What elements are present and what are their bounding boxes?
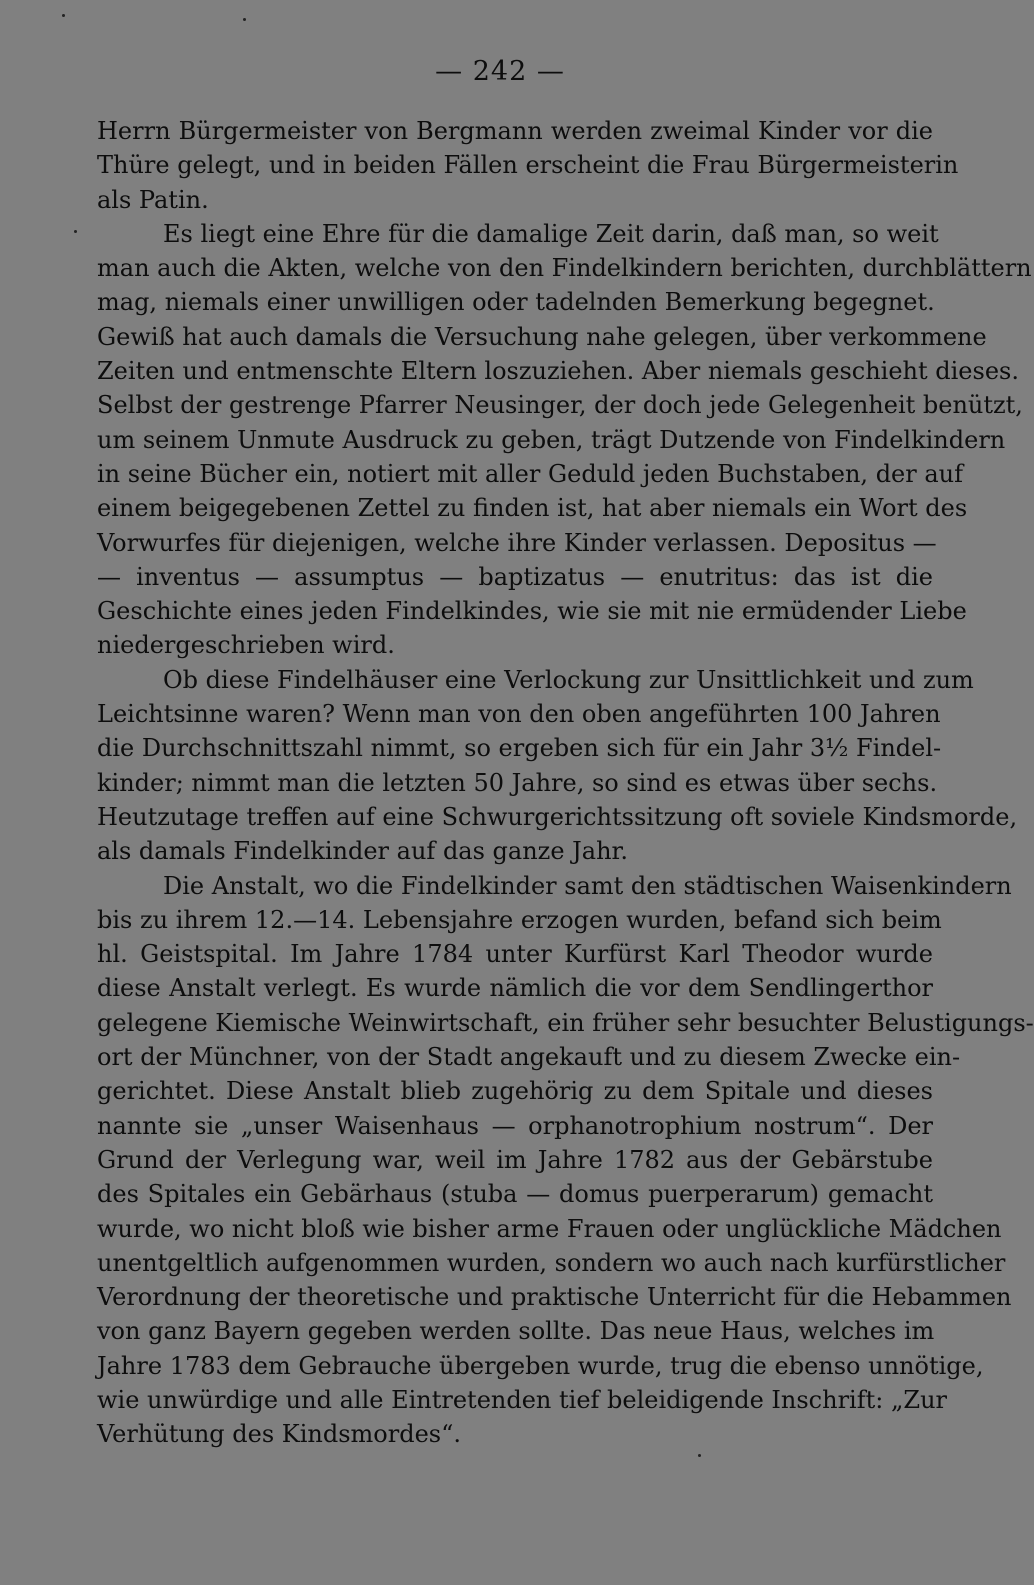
text-line: Die Anstalt, wo die Findelkinder samt den städtischen Waisenkindern bbox=[163, 871, 1012, 900]
text-line: gelegene Kiemische Weinwirtschaft, ein früher sehr besuchter Belustigungs- bbox=[97, 1008, 1034, 1037]
text-line: diese Anstalt verlegt. Es wurde nämlich die vor dem Sendlingerthor bbox=[97, 974, 933, 1003]
text-line: niedergeschrieben wird. bbox=[97, 631, 395, 660]
text-line: Gewiß hat auch damals die Versuchung nahe gelegen, über verkommene bbox=[97, 322, 987, 351]
text-line: bis zu ihrem 12.—14. Lebensjahre erzogen wurden, befand sich beim bbox=[97, 905, 942, 934]
text-line: Thüre gelegt, und in beiden Fällen erscheint die Frau Bürgermeisterin bbox=[97, 151, 959, 180]
text-line: wie unwürdige und alle Eintretenden tief beleidigende Inschrift: „Zur bbox=[97, 1385, 947, 1414]
text-line: des Spitales ein Gebärhaus (stuba — domus puerperarum) gemacht bbox=[97, 1180, 933, 1209]
text-line: Verordnung der theoretische und praktische Unterricht für die Hebammen bbox=[97, 1283, 1012, 1312]
ink-speck bbox=[74, 230, 77, 233]
text-line: hl. Geistspital. Im Jahre 1784 unter Kurfürst Karl Theodor wurde bbox=[97, 940, 933, 969]
text-line: Ob diese Findelhäuser eine Verlockung zur Unsittlichkeit und zum bbox=[163, 665, 974, 694]
text-line: Heutzutage treffen auf eine Schwurgerichtssitzung oft soviele Kindsmorde, bbox=[97, 802, 1018, 831]
text-line: Vorwurfes für diejenigen, welche ihre Kinder verlassen. Depositus — bbox=[97, 528, 937, 557]
text-line: kinder; nimmt man die letzten 50 Jahre, so sind es etwas über sechs. bbox=[97, 768, 938, 797]
text-line: von ganz Bayern gegeben werden sollte. Das neue Haus, welches im bbox=[97, 1317, 935, 1346]
body-text bbox=[97, 114, 1034, 1452]
text-line: Verhütung des Kindsmordes“. bbox=[97, 1420, 461, 1449]
text-line: Es liegt eine Ehre für die damalige Zeit darin, daß man, so weit bbox=[163, 219, 939, 248]
text-line: als Patin. bbox=[97, 185, 209, 214]
ink-speck bbox=[698, 1454, 701, 1457]
text-line: einem beigegebenen Zettel zu finden ist, hat aber niemals ein Wort des bbox=[97, 494, 968, 523]
text-line: um seinem Unmute Ausdruck zu geben, trägt Dutzende von Findelkindern bbox=[97, 425, 1006, 454]
text-line: man auch die Akten, welche von den Findelkindern berichten, durchblättern bbox=[97, 254, 1032, 283]
text-line: in seine Bücher ein, notiert mit aller Geduld jeden Buchstaben, der auf bbox=[97, 459, 964, 488]
text-line: gerichtet. Diese Anstalt blieb zugehörig zu dem Spitale und dieses bbox=[97, 1077, 933, 1106]
text-line: Zeiten und entmenschte Eltern loszuziehen. Aber niemals geschieht dieses. bbox=[97, 357, 1019, 386]
text-line: ort der Münchner, von der Stadt angekauft und zu diesem Zwecke ein- bbox=[97, 1043, 961, 1072]
text-line: mag, niemals einer unwilligen oder tadelnden Bemerkung begegnet. bbox=[97, 288, 935, 317]
text-line: unentgeltlich aufgenommen wurden, sondern wo auch nach kurfürstlicher bbox=[97, 1248, 1006, 1277]
text-line: Jahre 1783 dem Gebrauche übergeben wurde, trug die ebenso unnötige, bbox=[97, 1351, 984, 1380]
text-line: Herrn Bürgermeister von Bergmann werden zweimal Kinder vor die bbox=[97, 117, 933, 145]
text-line: — inventus — assumptus — baptizatus — enutritus: das ist die bbox=[97, 562, 933, 591]
text-line: Selbst der gestrenge Pfarrer Neusinger, der doch jede Gelegenheit benützt, bbox=[97, 391, 1023, 420]
text-line: Leichtsinne waren? Wenn man von den oben angeführten 100 Jahren bbox=[97, 700, 941, 729]
text-line: als damals Findelkinder auf das ganze Jahr. bbox=[97, 837, 629, 866]
text-line: wurde, wo nicht bloß wie bisher arme Frauen oder unglückliche Mädchen bbox=[97, 1214, 1002, 1243]
text-line: Grund der Verlegung war, weil im Jahre 1782 aus der Gebärstube bbox=[97, 1145, 933, 1174]
text-line: nannte sie „unser Waisenhaus — orphanotrophium nostrum“. Der bbox=[97, 1111, 933, 1140]
ink-speck bbox=[62, 14, 65, 17]
page-number: — 242 — bbox=[435, 56, 565, 87]
text-line: Geschichte eines jeden Findelkindes, wie sie mit nie ermüdender Liebe bbox=[97, 597, 967, 626]
ink-speck bbox=[243, 18, 246, 21]
text-line: die Durchschnittszahl nimmt, so ergeben sich für ein Jahr 3½ Findel- bbox=[97, 734, 942, 763]
